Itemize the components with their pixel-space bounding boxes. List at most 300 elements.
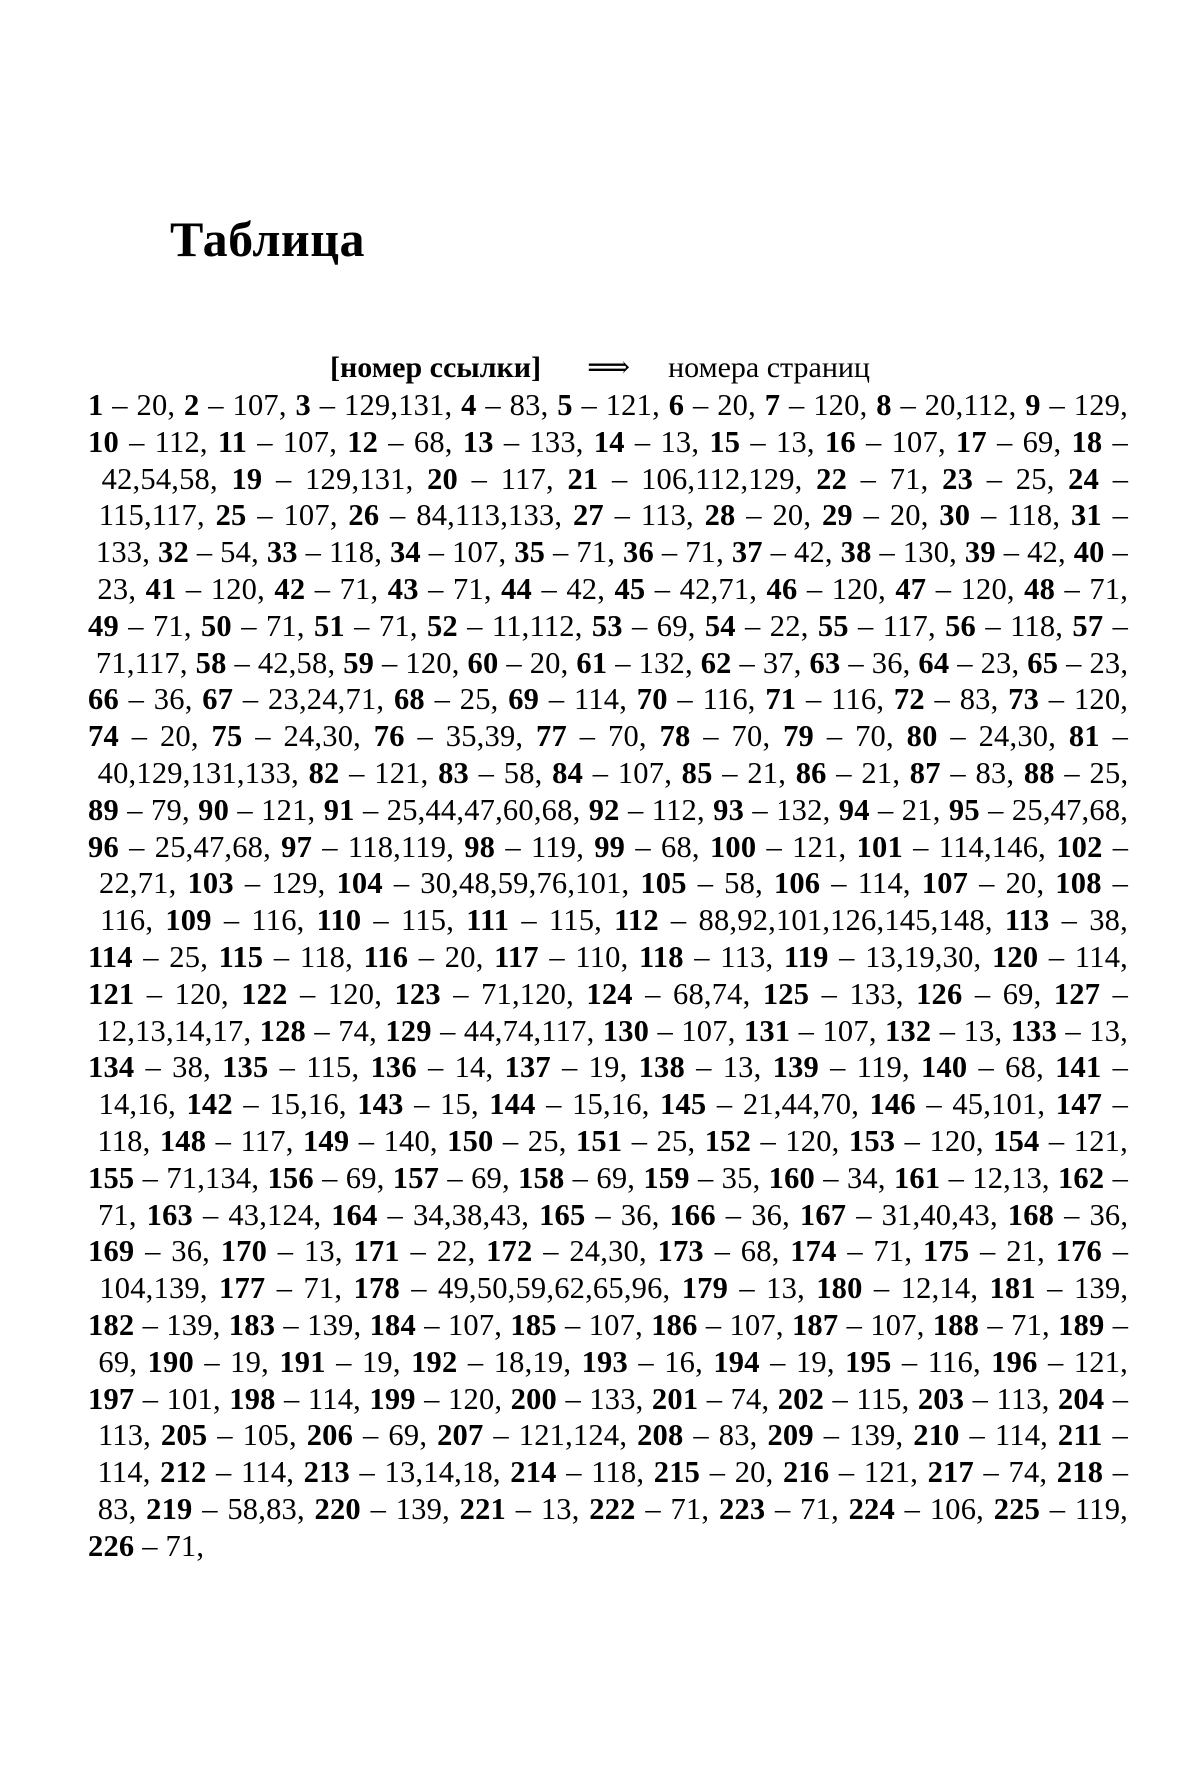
dash-separator: – (131, 719, 148, 754)
dash-separator: – (546, 1087, 562, 1122)
reference-number: 95 (948, 792, 980, 827)
page-numbers: 68 (740, 1234, 772, 1269)
dash-separator: – (417, 719, 433, 754)
reference-number: 104 (336, 866, 383, 901)
page-numbers: 107 (617, 755, 665, 790)
page-numbers: 13 (540, 1491, 572, 1526)
dash-separator: – (314, 1013, 330, 1048)
reference-number: 200 (510, 1381, 558, 1416)
reference-number: 206 (306, 1418, 354, 1453)
dash-separator: – (434, 682, 451, 717)
page-numbers: 71 (670, 1491, 702, 1526)
dash-separator: – (543, 1234, 559, 1269)
page-numbers: 83 (975, 755, 1007, 790)
page-numbers: 20 (1005, 866, 1037, 901)
list-item: 62 – 37, (700, 645, 802, 680)
page-numbers: 120 (929, 1123, 976, 1158)
list-item: 162 – 71, (97, 1160, 1129, 1232)
list-item: 47 – 120, (895, 571, 1015, 606)
reference-number: 107 (921, 866, 969, 901)
list-item: 17 – 69, (955, 424, 1062, 459)
page-numbers: 23 (980, 645, 1012, 680)
reference-number: 40 (1073, 535, 1105, 570)
page-numbers: 118 (328, 535, 375, 570)
dash-separator: – (358, 1123, 375, 1158)
reference-number: 62 (700, 645, 732, 680)
dash-separator: – (709, 1455, 726, 1490)
reference-number: 135 (222, 1050, 269, 1085)
list-item: 157 – 69, (392, 1160, 510, 1195)
reference-number: 197 (88, 1381, 135, 1416)
list-item: 123 – 71,120, (394, 976, 574, 1011)
page-numbers: 71,117 (95, 645, 180, 680)
list-item: 1 – 20, (88, 388, 176, 422)
list-item: 51 – 71, (313, 608, 418, 643)
dash-separator: – (974, 976, 991, 1011)
dash-separator: – (1112, 1160, 1129, 1195)
dash-separator: – (1112, 866, 1129, 901)
reference-number: 131 (743, 1013, 791, 1048)
dash-separator: – (697, 1160, 714, 1195)
reference-number: 105 (640, 866, 687, 901)
dash-separator: – (980, 498, 997, 533)
list-item: 56 – 118, (945, 608, 1064, 643)
list-item: 217 – 74, (927, 1455, 1048, 1490)
list-item: 222 – 71, (589, 1491, 710, 1526)
reference-number: 166 (669, 1197, 716, 1232)
dash-separator: – (521, 903, 537, 938)
list-item: 107 – 20, (921, 866, 1045, 901)
dash-separator: – (770, 1344, 786, 1379)
page-numbers: 30,48,59,76,101 (420, 866, 622, 901)
dash-separator: – (1112, 1455, 1129, 1490)
dash-separator: – (549, 939, 565, 974)
list-item: 125 – 133, (762, 976, 904, 1011)
list-item: 226 – 71, (88, 1528, 205, 1563)
list-item: 43 – 71, (387, 571, 492, 606)
page-numbers: 35,39 (445, 719, 516, 754)
reference-number: 75 (211, 719, 243, 754)
dash-separator: – (128, 608, 144, 643)
reference-number: 53 (591, 608, 623, 643)
list-item: 81 – 40,129,131,133, (97, 719, 1129, 790)
list-item: 172 – 24,30, (486, 1234, 647, 1269)
reference-number: 106 (773, 866, 821, 901)
page-numbers: 25 (169, 939, 201, 974)
page-numbers: 107 (729, 1307, 776, 1342)
reference-number: 123 (394, 976, 441, 1011)
reference-number: 49 (88, 608, 119, 643)
page-numbers: 19 (588, 1050, 620, 1085)
reference-number: 193 (581, 1344, 628, 1379)
page-numbers: 116 (100, 903, 146, 938)
list-item: 178 – 49,50,59,62,65,96, (353, 1271, 671, 1306)
list-item: 202 – 115, (777, 1381, 910, 1416)
list-item: 166 – 36, (669, 1197, 790, 1232)
page-numbers: 69 (388, 1418, 420, 1453)
reference-number: 207 (437, 1418, 484, 1453)
dash-separator: – (428, 535, 445, 570)
reference-number: 226 (88, 1528, 135, 1563)
dash-separator: – (806, 571, 823, 606)
list-item: 131 – 107, (743, 1013, 877, 1048)
dash-separator: – (362, 792, 379, 827)
page-numbers: 132 (638, 645, 685, 680)
dash-separator: – (716, 1087, 733, 1122)
page-numbers: 115 (856, 1381, 902, 1416)
reference-number: 70 (636, 682, 668, 717)
reference-number: 189 (1058, 1307, 1105, 1342)
page-numbers: 133 (849, 976, 896, 1011)
dash-separator: – (823, 1160, 839, 1195)
reference-number: 68 (393, 682, 425, 717)
reference-number: 77 (536, 719, 567, 754)
dash-separator: – (277, 1234, 294, 1269)
page-numbers: 13 (660, 424, 692, 459)
dash-separator: – (846, 1307, 863, 1342)
dash-separator: – (411, 1271, 427, 1306)
page-numbers: 23,24,71 (268, 682, 377, 717)
list-item: 175 – 21, (922, 1234, 1045, 1269)
page-numbers: 139 (849, 1418, 896, 1453)
dash-separator: – (705, 1307, 722, 1342)
page-numbers: 36 (153, 682, 185, 717)
list-item: 39 – 42, (964, 535, 1066, 570)
dash-separator: – (505, 829, 521, 864)
reference-number: 180 (816, 1271, 863, 1306)
dash-separator: – (485, 388, 501, 422)
reference-number: 217 (927, 1455, 974, 1490)
dash-separator: – (414, 1087, 430, 1122)
dash-separator: – (722, 755, 738, 790)
reference-number: 101 (856, 829, 903, 864)
list-item: 29 – 20, (821, 498, 929, 533)
dash-separator: – (657, 1013, 673, 1048)
list-item: 207 – 121,124, (437, 1418, 628, 1453)
page-numbers: 107 (447, 1307, 495, 1342)
page-numbers: 19 (361, 1344, 393, 1379)
page-numbers: 15,16 (269, 1087, 339, 1122)
page-numbers: 116 (927, 1344, 973, 1379)
page-numbers: 54 (220, 535, 252, 570)
page-numbers: 71,120 (481, 976, 567, 1011)
dash-separator: – (440, 1013, 456, 1048)
page-numbers: 71 (152, 608, 184, 643)
reference-number: 209 (767, 1418, 814, 1453)
dash-separator: – (273, 939, 290, 974)
reference-number: 57 (1072, 608, 1104, 643)
reference-number: 94 (838, 792, 870, 827)
page-numbers: 79 (151, 792, 182, 827)
page-numbers: 25,47,68 (154, 829, 264, 864)
list-item: 140 – 68, (921, 1050, 1044, 1085)
page-numbers: 25 (527, 1123, 559, 1158)
page-numbers: 35 (721, 1160, 753, 1195)
page-numbers: 40,129,131,133 (97, 755, 292, 790)
dash-separator: – (913, 829, 929, 864)
page-numbers: 20 (889, 498, 921, 533)
dash-separator: – (478, 755, 495, 790)
page-numbers: 20 (772, 498, 804, 533)
reference-number: 219 (146, 1491, 193, 1526)
reference-number: 39 (964, 535, 996, 570)
reference-number: 221 (459, 1491, 506, 1526)
reference-number: 89 (88, 792, 119, 827)
dash-separator: – (714, 1234, 731, 1269)
dash-separator: – (393, 866, 410, 901)
dash-separator: – (873, 1271, 890, 1306)
dash-separator: – (979, 866, 995, 901)
reference-number: 205 (160, 1418, 208, 1453)
page-numbers: 20,112 (924, 388, 1009, 422)
reference-number: 82 (308, 755, 340, 790)
reference-number: 130 (602, 1013, 650, 1048)
dash-separator: – (562, 1050, 578, 1085)
reference-number: 76 (373, 719, 405, 754)
dash-separator: – (838, 1455, 855, 1490)
list-item: 25 – 107, (215, 498, 338, 533)
page-numbers: 13 (1089, 1013, 1121, 1048)
page-numbers: 129 (1073, 388, 1121, 422)
list-item: 72 – 83, (893, 682, 999, 717)
reference-number: 125 (762, 976, 810, 1011)
page-numbers: 69 (596, 1160, 628, 1195)
page-numbers: 14,16 (98, 1087, 169, 1122)
list-item: 33 – 118, (266, 535, 383, 570)
list-item: 221 – 13, (459, 1491, 580, 1526)
dash-separator: – (980, 1234, 996, 1269)
dash-separator: – (831, 866, 847, 901)
page-numbers: 114 (97, 1455, 143, 1490)
dash-separator: – (202, 1197, 219, 1232)
list-item: 22 – 71, (816, 461, 929, 496)
dash-separator: – (1047, 1344, 1064, 1379)
reference-number: 109 (165, 903, 212, 938)
page-numbers: 42,71 (679, 571, 750, 606)
list-item: 225 – 119, (993, 1491, 1128, 1526)
dash-separator: – (1003, 535, 1020, 570)
reference-number: 100 (709, 829, 757, 864)
dash-separator: – (1112, 424, 1128, 459)
page-numbers: 36 (171, 1234, 203, 1269)
reference-number: 24 (1068, 461, 1100, 496)
list-item: 106 – 114, (773, 866, 911, 901)
list-item: 63 – 36, (809, 645, 911, 680)
list-item: 85 – 21, (681, 755, 787, 790)
dash-separator: – (826, 719, 843, 754)
page-numbers: 120 (174, 976, 221, 1011)
reference-number: 138 (638, 1050, 685, 1085)
page-numbers: 42 (794, 535, 825, 570)
list-item: 171 – 22, (353, 1234, 476, 1269)
page-numbers: 13,14,18 (384, 1455, 493, 1490)
dash-separator: – (725, 1197, 742, 1232)
list-item: 26 – 84,113,133, (348, 498, 563, 533)
list-item: 204 – 113, (97, 1381, 1129, 1453)
dash-separator: – (129, 424, 145, 459)
reference-number: 59 (343, 645, 375, 680)
reference-number: 54 (704, 608, 736, 643)
list-item: 177 – 71, (219, 1271, 343, 1306)
reference-number: 4 (461, 388, 477, 422)
list-item: 187 – 107, (791, 1307, 925, 1342)
page-numbers: 117 (240, 1123, 286, 1158)
page-numbers: 83 (718, 1418, 750, 1453)
list-item: 30 – 118, (939, 498, 1061, 533)
dash-separator: – (934, 682, 950, 717)
reference-number: 9 (1025, 388, 1041, 422)
dash-separator: – (1047, 1271, 1063, 1306)
reference-number: 178 (353, 1271, 400, 1306)
list-item: 55 – 117, (817, 608, 936, 643)
page-numbers: 133 (529, 424, 576, 459)
page-numbers: 24,30 (283, 719, 354, 754)
page-numbers: 118 (591, 1455, 637, 1490)
reference-number: 149 (302, 1123, 350, 1158)
dash-separator: – (988, 792, 1004, 827)
dash-separator: – (1049, 1491, 1066, 1526)
page-numbers: 19 (795, 1344, 827, 1379)
list-item: 101 – 114,146, (856, 829, 1046, 864)
page-numbers: 71 (97, 1197, 129, 1232)
dash-separator: – (739, 1271, 755, 1306)
list-item: 52 – 11,112, (426, 608, 583, 643)
reference-number: 145 (660, 1087, 707, 1122)
reference-number: 121 (88, 976, 135, 1011)
dash-separator: – (349, 755, 365, 790)
page-numbers: 58 (724, 866, 756, 901)
dash-separator: – (863, 498, 880, 533)
list-item: 98 – 119, (464, 829, 585, 864)
page-numbers: 114 (1074, 939, 1121, 974)
reference-number: 112 (614, 903, 659, 938)
page-numbers: 12,14 (900, 1271, 971, 1306)
page-numbers: 107 (283, 498, 330, 533)
page-numbers: 107 (822, 1013, 869, 1048)
reference-number: 83 (438, 755, 469, 790)
reference-number: 115 (218, 939, 264, 974)
reference-number: 28 (704, 498, 736, 533)
list-item: 36 – 71, (623, 535, 724, 570)
dash-separator: – (388, 424, 404, 459)
page-numbers: 58 (503, 755, 535, 790)
page-title: Таблица (170, 211, 366, 267)
list-item: 205 – 105, (160, 1418, 297, 1453)
page-numbers: 19 (230, 1344, 262, 1379)
list-item: 206 – 69, (306, 1418, 428, 1453)
list-item: 127 – 12,13,14,17, (96, 976, 1129, 1048)
dash-separator: – (752, 792, 768, 827)
dash-separator: – (788, 388, 805, 422)
dash-separator: – (427, 1050, 444, 1085)
list-item: 94 – 21, (838, 792, 941, 827)
page-numbers: 23 (1089, 645, 1121, 680)
page-numbers: 14 (454, 1050, 486, 1085)
list-item: 116 – 20, (363, 939, 484, 974)
list-item: 84 – 107, (552, 755, 673, 790)
reference-number: 56 (945, 608, 977, 643)
reference-number: 27 (572, 498, 604, 533)
dash-separator: – (775, 1491, 791, 1526)
list-item: 21 – 106,112,129, (567, 461, 803, 496)
dash-separator: – (142, 1381, 159, 1416)
page-numbers: 43,124 (228, 1197, 314, 1232)
reference-number: 55 (817, 608, 849, 643)
list-item: 219 – 58,83, (146, 1491, 305, 1526)
list-item: 180 – 12,14, (816, 1271, 979, 1306)
list-item: 108 – 116, (100, 866, 1129, 938)
page-numbers: 115 (401, 903, 447, 938)
dash-separator: – (387, 1197, 403, 1232)
reference-number: 99 (594, 829, 626, 864)
dash-separator: – (223, 903, 240, 938)
page-numbers: 133 (95, 535, 143, 570)
page-numbers: 20 (734, 1455, 766, 1490)
list-item: 78 – 70, (659, 719, 771, 754)
list-item: 174 – 71, (790, 1234, 913, 1269)
reference-number: 44 (501, 571, 533, 606)
page-numbers: 24,30 (978, 719, 1049, 754)
reference-number: 91 (323, 792, 355, 827)
dash-separator: – (373, 903, 389, 938)
reference-number: 41 (145, 571, 177, 606)
list-item: 105 – 58, (640, 866, 763, 901)
reference-number: 32 (158, 535, 189, 570)
list-item: 46 – 120, (766, 571, 886, 606)
list-item: 44 – 42, (501, 571, 606, 606)
reference-number: 134 (88, 1050, 135, 1085)
list-item: 152 – 120, (704, 1123, 840, 1158)
list-item: 148 – 117, (159, 1123, 294, 1158)
reference-number: 208 (637, 1418, 684, 1453)
dash-separator: – (553, 535, 569, 570)
list-item: 200 – 133, (510, 1381, 644, 1416)
list-item: 224 – 106, (848, 1491, 984, 1526)
page-numbers: 130 (902, 535, 950, 570)
page-numbers: 36 (1089, 1197, 1121, 1232)
dash-separator: – (1065, 1013, 1081, 1048)
list-item: 179 – 13, (681, 1271, 805, 1306)
page-numbers: 70 (855, 719, 886, 754)
dash-separator: – (860, 461, 877, 496)
dash-separator: – (832, 1381, 848, 1416)
dash-separator: – (706, 1381, 723, 1416)
dash-separator: – (1061, 903, 1078, 938)
reference-number: 6 (668, 388, 685, 422)
page-numbers: 68 (1005, 1050, 1037, 1085)
page-numbers: 21 (901, 792, 933, 827)
reference-number: 7 (764, 388, 781, 422)
dash-separator: – (950, 719, 966, 754)
list-item: 192 – 18,19, (411, 1344, 572, 1379)
reference-number: 5 (557, 388, 573, 422)
list-item: 90 – 121, (198, 792, 316, 827)
dash-separator: – (453, 976, 469, 1011)
list-item: 186 – 107, (651, 1307, 784, 1342)
list-item: 213 – 13,14,18, (303, 1455, 501, 1490)
dash-separator: – (611, 461, 628, 496)
reference-number: 169 (88, 1234, 135, 1269)
reference-number: 64 (918, 645, 950, 680)
dash-separator: – (926, 1087, 942, 1122)
page-numbers: 58,83 (227, 1491, 297, 1526)
dash-separator: – (319, 388, 336, 422)
page-numbers: 71 (873, 1234, 905, 1269)
dash-separator: – (257, 498, 273, 533)
dash-separator: – (1048, 939, 1065, 974)
dash-separator: – (996, 424, 1013, 459)
list-item: 149 – 140, (302, 1123, 438, 1158)
